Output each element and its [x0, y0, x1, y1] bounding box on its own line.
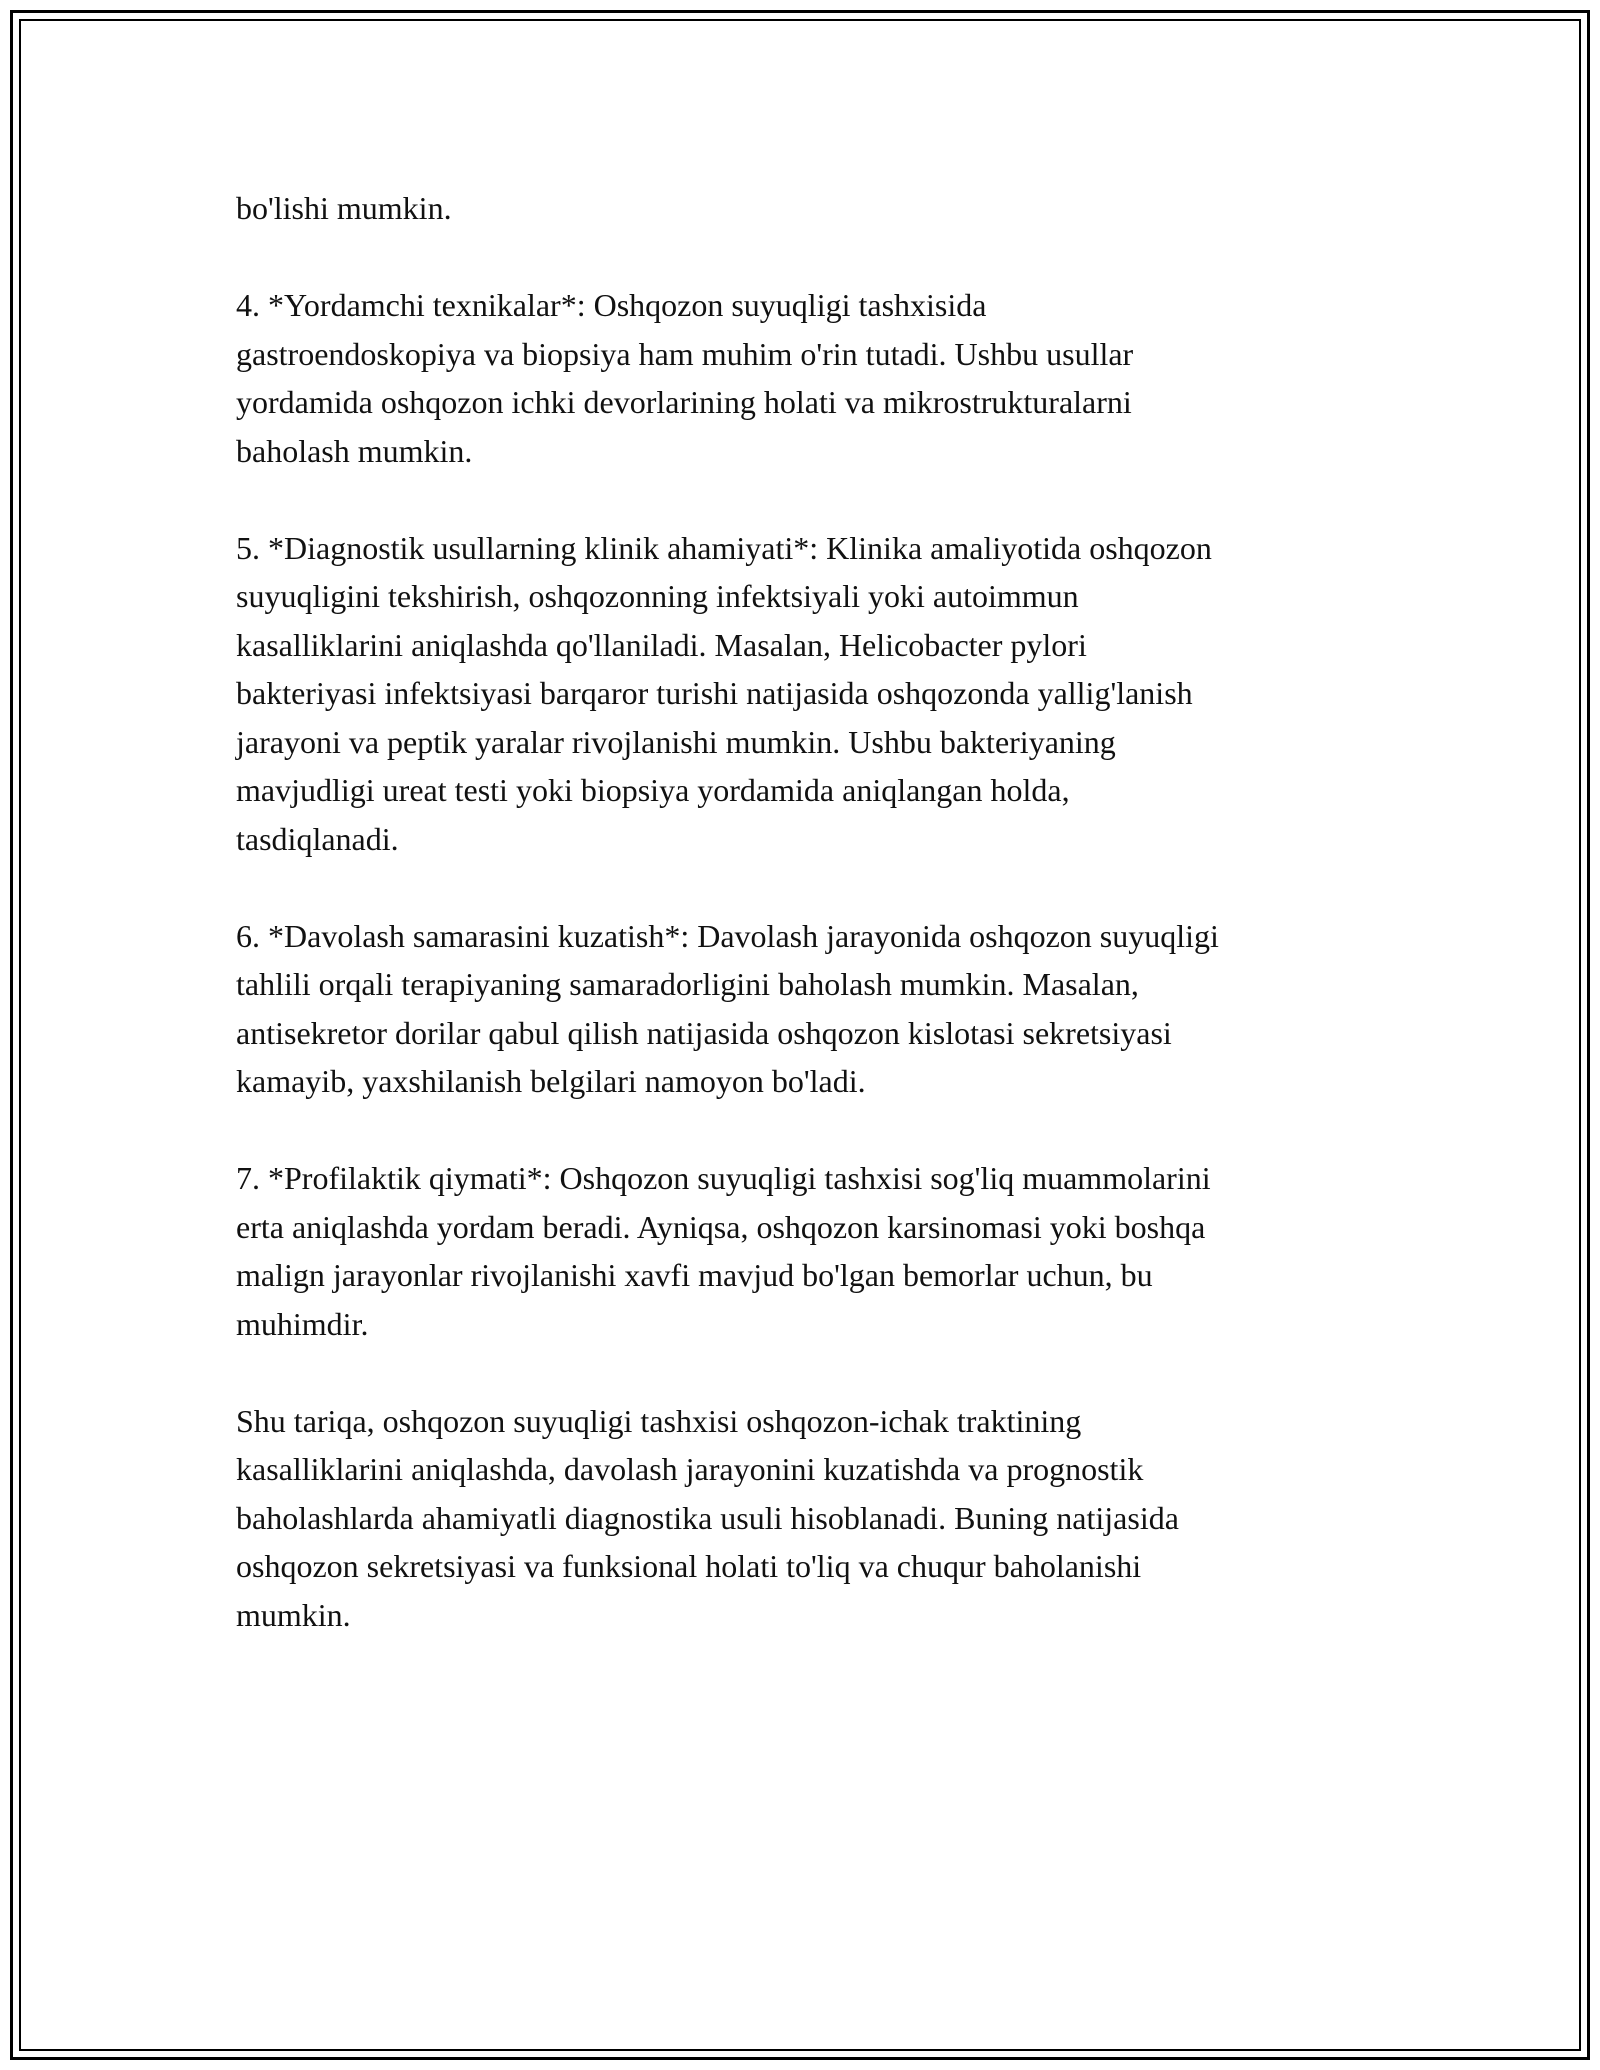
text-line: bakteriyasi infektsiyasi barqaror turishi natijasida oshqozonda yallig'lanish	[236, 675, 1193, 711]
paragraph-item-4	[236, 281, 1386, 475]
text-line: oshqozon sekretsiyasi va funksional holati to'liq va chuqur baholanishi	[236, 1548, 1142, 1584]
document-body	[236, 184, 1386, 1639]
text-line: yordamida oshqozon ichki devorlarining holati va mikrostrukturalarni	[236, 384, 1132, 420]
text-line: tasdiqlanadi.	[236, 820, 399, 857]
text-line: mavjudligi ureat testi yoki biopsiya yordamida aniqlangan holda,	[236, 772, 1070, 808]
paragraph-conclusion	[236, 1397, 1386, 1640]
text-line: kamayib, yaxshilanish belgilari namoyon bo'ladi.	[236, 1063, 866, 1099]
text-line: muhimdir.	[236, 1305, 369, 1342]
text-line: 5. *Diagnostik usullarning klinik ahamiyati*: Klinika amaliyotida oshqozon	[236, 529, 1212, 566]
paragraph-item-6	[236, 912, 1386, 1106]
text-line: jarayoni va peptik yaralar rivojlanishi mumkin. Ushbu bakteriyaning	[236, 723, 1116, 760]
text-line: erta aniqlashda yordam beradi. Ayniqsa, oshqozon karsinomasi yoki boshqa	[236, 1208, 1206, 1245]
text-line: kasalliklarini aniqlashda, davolash jarayonini kuzatishda va prognostik	[236, 1451, 1144, 1487]
text-line: baholash mumkin.	[236, 432, 473, 469]
paragraph-item-5	[236, 524, 1386, 864]
text-line: tahlili orqali terapiyaning samaradorligini baholash mumkin. Masalan,	[236, 966, 1139, 1002]
text-line: 4. *Yordamchi texnikalar*: Oshqozon suyuqligi tashxisida	[236, 287, 987, 323]
paragraph-continuation	[236, 184, 1386, 233]
text-line: malign jarayonlar rivojlanishi xavfi mavjud bo'lgan bemorlar uchun, bu	[236, 1257, 1153, 1293]
text-line: antisekretor dorilar qabul qilish natijasida oshqozon kislotasi sekretsiyasi	[236, 1014, 1172, 1051]
text-line: Shu tariqa, oshqozon suyuqligi tashxisi oshqozon-ichak traktining	[236, 1402, 1082, 1439]
text-line: suyuqligini tekshirish, oshqozonning infektsiyali yoki autoimmun	[236, 578, 1079, 614]
text-line: 6. *Davolash samarasini kuzatish*: Davolash jarayonida oshqozon suyuqligi	[236, 917, 1219, 954]
text-line: mumkin.	[236, 1596, 351, 1633]
text-line: baholashlarda ahamiyatli diagnostika usuli hisoblanadi. Buning natijasida	[236, 1499, 1179, 1536]
paragraph-item-7	[236, 1154, 1386, 1348]
text-line: 7. *Profilaktik qiymati*: Oshqozon suyuqligi tashxisi sog'liq muammolarini	[236, 1160, 1211, 1196]
text-line: kasalliklarini aniqlashda qo'llaniladi. Masalan, Helicobacter pylori	[236, 626, 1087, 663]
text-line: gastroendoskopiya va biopsiya ham muhim o'rin tutadi. Ushbu usullar	[236, 335, 1134, 372]
text-line: bo'lishi mumkin.	[236, 190, 452, 226]
